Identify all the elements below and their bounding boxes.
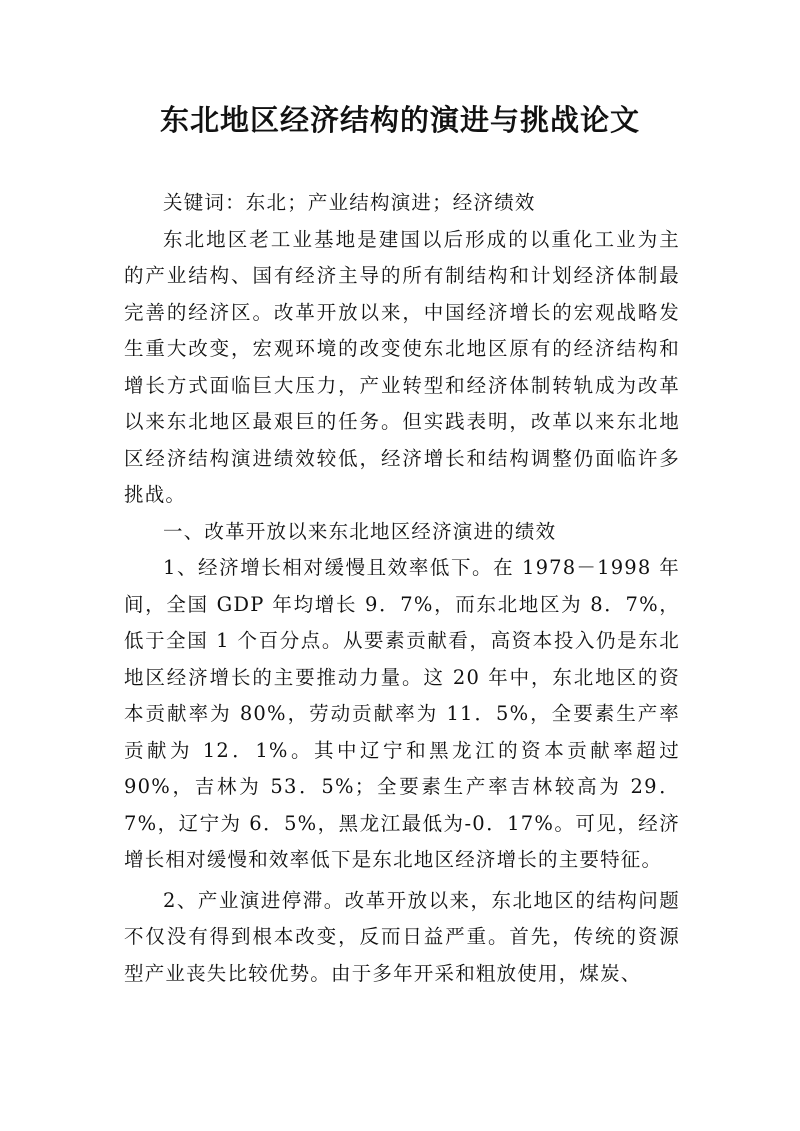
document-title: 东北地区经济结构的演进与挑战论文 — [159, 103, 640, 137]
section-heading: 一、改革开放以来东北地区经济演进的绩效 — [163, 519, 557, 543]
keywords-paragraph: 关键词：东北；产业结构演进；经济绩效 — [163, 191, 536, 214]
body-paragraph-industry: 2、产业演进停滞。改革开放以来，东北地区的结构问题不仅没有得到根本改变，反而日益严重。首先，传统的资源型产业丧失比较优势。由于多年开采和粗放使用，煤炭、 — [124, 888, 680, 985]
document-body — [124, 185, 680, 992]
intro-paragraph: 东北地区老工业基地是建国以后形成的以重化工业为主的产业结构、国有经济主导的所有制结构和计划经济体制最完善的经济区。改革开放以来，中国经济增长的宏观战略发生重大改变，宏观环境的改变使东北地区原有的经济结构和增长方式面临巨大压力，产业转型和经济体制转轨成为改革以来东北地区最艰巨的任务。但实践表明，改革以来东北地区经济结构演进绩效较低，经济增长和结构调整仍面临许多挑战。 — [124, 227, 680, 506]
body-paragraph-growth: 1、经济增长相对缓慢且效率低下。在 1978－1998 年间，全国 GDP 年均增长 9．7%，而东北地区为 8．7%，低于全国 1 个百分点。从要素贡献看，高资本投入仍是东北地区经济增长的主要推动力量。这 20 年中，东北地区的资本贡献率为 80%，劳动贡献率为 11．5%，全要素生产率贡献为 12．1%。其中辽宁和黑龙江的资本贡献率超过 90%，吉林为 53．5%；全要素生产率吉林较高为 29．7%，辽宁为 6．5%，黑龙江最低为-0．17%。可见，经济增长相对缓慢和效率低下是东北地区经济增长的主要特征。 — [124, 556, 680, 871]
